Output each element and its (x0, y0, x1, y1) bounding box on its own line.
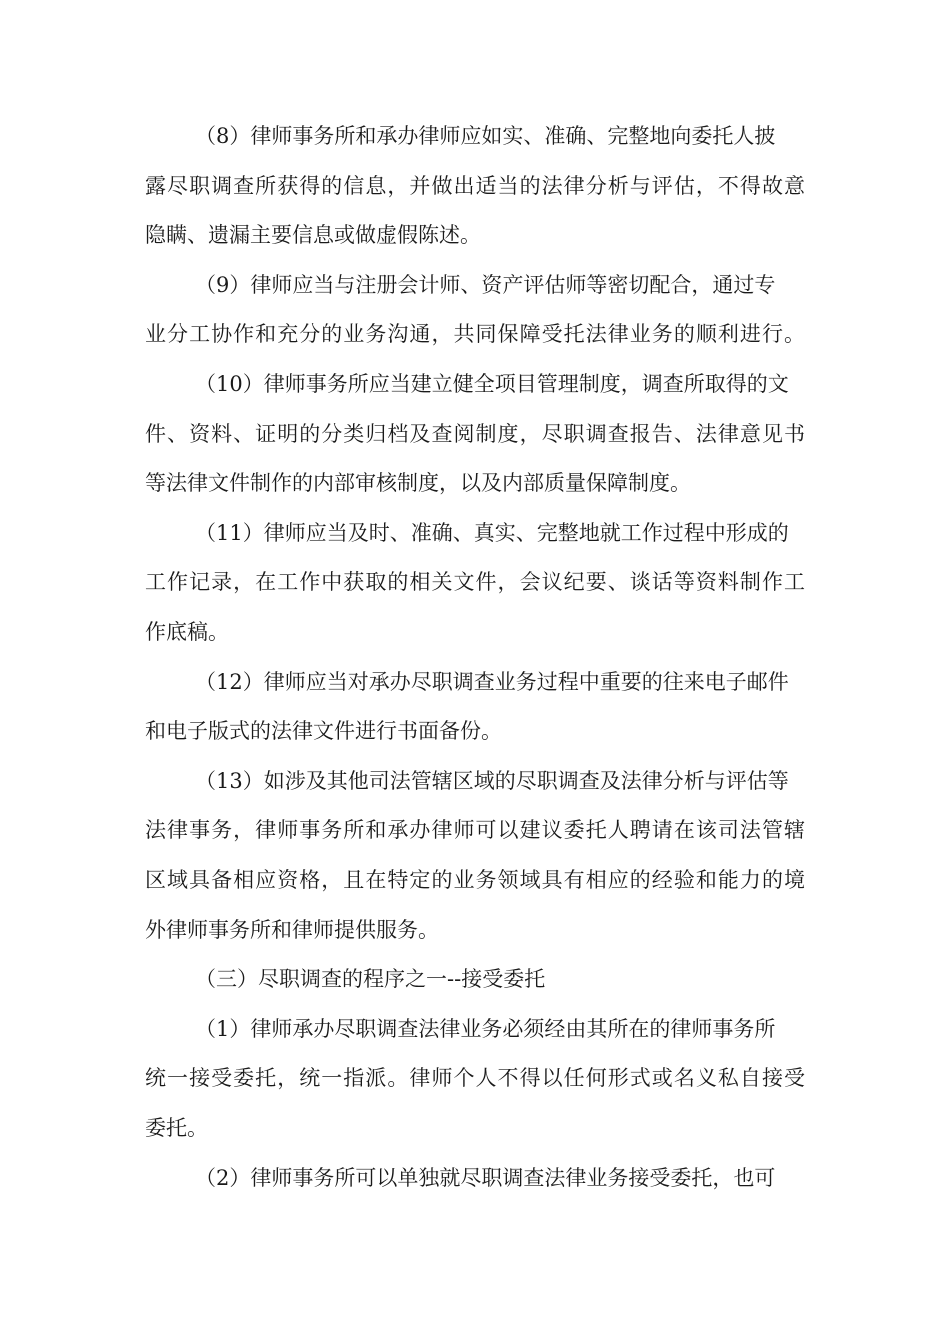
text-line-p13-1: （13）如涉及其他司法管辖区域的尽职调查及法律分析与评估等 (195, 769, 789, 793)
text-line-p11-2: 工作记录，在工作中获取的相关文件，会议纪要、谈话等资料制作工 (145, 570, 805, 594)
text-line-p10-1: （10）律师事务所应当建立健全项目管理制度，调查所取得的文 (195, 372, 789, 396)
text-line-s3p1-2: 统一接受委托，统一指派。律师个人不得以任何形式或名义私自接受 (145, 1066, 805, 1090)
text-line-p8-3: 隐瞒、遗漏主要信息或做虚假陈述。 (145, 223, 481, 247)
text-line-p8-2: 露尽职调查所获得的信息，并做出适当的法律分析与评估，不得故意 (145, 174, 805, 198)
text-line-p13-3: 区域具备相应资格，且在特定的业务领域具有相应的经验和能力的境 (145, 868, 805, 892)
section-heading: （三）尽职调查的程序之一--接受委托 (195, 967, 546, 991)
text-line-p8-1: （8）律师事务所和承办律师应如实、准确、完整地向委托人披 (195, 124, 776, 148)
text-line-s3p1-1: （1）律师承办尽职调查法律业务必须经由其所在的律师事务所 (195, 1017, 776, 1041)
text-line-p11-1: （11）律师应当及时、准确、真实、完整地就工作过程中形成的 (195, 521, 789, 545)
text-line-p9-2: 业分工协作和充分的业务沟通，共同保障受托法律业务的顺利进行。 (145, 322, 805, 346)
text-line-p13-4: 外律师事务所和律师提供服务。 (145, 918, 439, 942)
text-line-p12-1: （12）律师应当对承办尽职调查业务过程中重要的往来电子邮件 (195, 670, 789, 694)
text-line-p9-1: （9）律师应当与注册会计师、资产评估师等密切配合，通过专 (195, 273, 776, 297)
text-line-p12-2: 和电子版式的法律文件进行书面备份。 (145, 719, 502, 743)
text-line-p13-2: 法律事务，律师事务所和承办律师可以建议委托人聘请在该司法管辖 (145, 818, 805, 842)
text-line-s3p2-1: （2）律师事务所可以单独就尽职调查法律业务接受委托，也可 (195, 1166, 776, 1190)
text-line-s3p1-3: 委托。 (145, 1116, 208, 1140)
text-line-p10-2: 件、资料、证明的分类归档及查阅制度，尽职调查报告、法律意见书 (145, 422, 805, 446)
text-line-p11-3: 作底稿。 (145, 620, 229, 644)
text-line-p10-3: 等法律文件制作的内部审核制度，以及内部质量保障制度。 (145, 471, 691, 495)
